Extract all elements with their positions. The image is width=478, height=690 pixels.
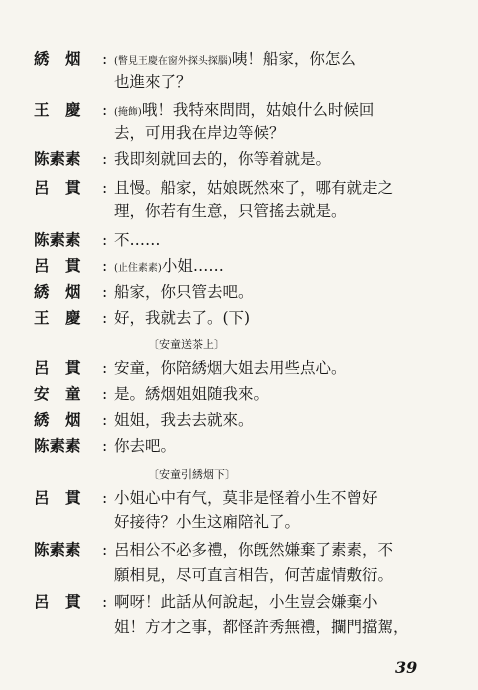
dialogue-text: 呂相公不必多禮，你旣然嫌棄了素素，不 [114, 541, 394, 559]
dialogue-text: 安童，你陪綉烟大姐去用些点心。 [114, 359, 347, 377]
dialogue-text: 我即刻就回去的，你等着就是。 [114, 150, 332, 168]
speaker-name: 呂 貫 [34, 592, 81, 611]
dialogue-text: 是。綉烟姐姐随我來。 [114, 385, 270, 403]
stage-direction: 〔安童送茶上〕 [148, 338, 225, 351]
dialogue-text: 你去吧。 [114, 437, 177, 455]
stage-note: (止住素素) [114, 263, 162, 274]
dialogue-continuation: 好接待？小生这廂陪礼了。 [114, 513, 301, 531]
dialogue-text: (瞥見王慶在窗外探头探腦)咦！船家，你怎么 [114, 50, 356, 68]
stage-direction: 〔安童引綉烟下〕 [148, 468, 236, 481]
speaker-name: 陈素素 [34, 149, 81, 168]
speaker-name: 王 慶 [34, 308, 81, 327]
speaker-name: 安 童 [34, 384, 81, 403]
dialogue-text: (止住素素)小姐…… [114, 257, 224, 275]
dialogue-continuation: 理，你若有生意，只管搖去就是。 [114, 202, 347, 220]
speaker-name: 綉 烟 [34, 410, 81, 429]
stage-note: (瞥見王慶在窗外探头探腦) [114, 56, 232, 67]
speaker-name: 陈素素 [34, 540, 81, 559]
dialogue-continuation: 也進來了？ [114, 73, 192, 91]
speaker-name: 呂 貫 [34, 178, 81, 197]
speaker-name: 呂 貫 [34, 358, 81, 377]
dialogue-text: 啊呀！此話从何說起，小生豈会嫌棄小 [114, 593, 378, 611]
dialogue-text: 小姐心中有气，莫非是怪着小生不曾好 [114, 489, 378, 507]
dialogue-text: (掩飾)哦！我特來問問，姑娘什么时候回 [114, 101, 375, 119]
speaker-name: 呂 貫 [34, 256, 81, 275]
speaker-name: 綉 烟 [34, 49, 81, 68]
dialogue-continuation: 願相見，尽可直言相告，何苦虛情敷衍。 [114, 566, 394, 584]
stage-note: (掩飾) [114, 107, 142, 118]
dialogue-text: 姐姐，我去去就來。 [114, 411, 254, 429]
dialogue-continuation: 姐！方才之事，都怪許秀無禮，攔門擋駕， [114, 618, 409, 636]
book-page: 綉 烟 : (瞥見王慶在窗外探头探腦)咦！船家，你怎么 也進來了？ 王 慶 : (掩飾)哦！我特來問問，姑娘什么时候回 去，可用我在岸边等候？ 陈素素 : 我即刻就回去的，你等着就是。 呂 貫 : 且慢。船家，姑娘既然來了，哪有就走之 理，你若有生意，只管搖去就是。 陈素素 : 不…… 呂 貫 : (止住素素)小姐…… 綉 烟 : 船家，你只管去吧。 王 慶 : 好，我就去了。(下) 〔安童送茶上〕 呂 貫 : 安童，你陪綉烟大姐去用些点心。 安 童 : 是。綉烟姐姐随我來。 綉 烟 : 姐姐，我去去就來。 陈素素 : 你去吧。 〔安童引綉烟下〕 呂 貫 : 小姐心中有气，莫非是怪着小生不曾好 好接待？小生这廂陪礼了。 陈素素 : 呂相公不必多禮，你旣然嫌棄了素素，不 願相見，尽可直言相告，何苦虛情敷衍。 呂 貫 : 啊呀！此話从何說起，小生豈会嫌棄小 姐！方才之事，都怪許秀無禮，攔門擋駕， 39 [34, 49, 418, 677]
speaker-name: 綉 烟 [34, 282, 81, 301]
dialogue-text: 船家，你只管去吧。 [114, 283, 254, 301]
speaker-name: 陈素素 [34, 436, 81, 455]
dialogue-text: 好，我就去了。(下) [114, 309, 251, 327]
dialogue-text: 且慢。船家，姑娘既然來了，哪有就走之 [114, 179, 394, 197]
dialogue-text: 不…… [114, 231, 161, 249]
speaker-name: 王 慶 [34, 100, 81, 119]
speaker-name: 陈素素 [34, 230, 81, 249]
page-number: 39 [395, 658, 418, 677]
speaker-name: 呂 貫 [34, 488, 81, 507]
dialogue-continuation: 去，可用我在岸边等候？ [114, 124, 285, 142]
